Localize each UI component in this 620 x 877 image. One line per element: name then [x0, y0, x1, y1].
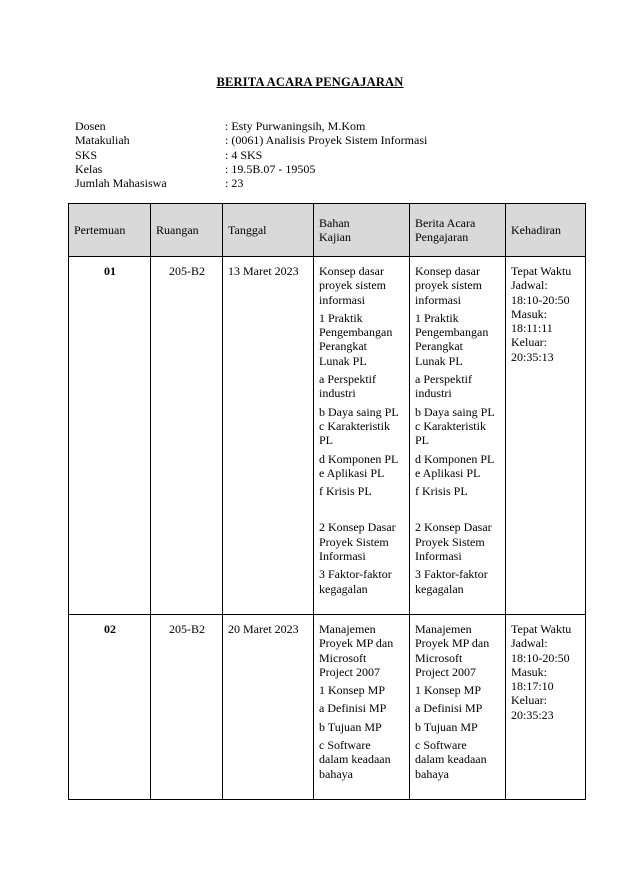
report-item: a Perspektif industri [415, 372, 472, 401]
info-label: Matakuliah [75, 133, 130, 148]
info-value: : Esty Purwaningsih, M.Kom [225, 119, 366, 133]
header-tanggal: Tanggal [223, 204, 314, 257]
info-row-kelas [75, 162, 427, 176]
cell-ruangan: 205-B2 [151, 614, 223, 799]
header-berita-acara [410, 204, 506, 257]
topic-item: Manajemen Proyek MP dan Microsoft Project 2007 [319, 621, 394, 679]
info-label: SKS [75, 147, 98, 162]
report-item: b Daya saing PL c Karakteristik PL [415, 404, 495, 448]
topic-item: b Daya saing PL c Karakteristik PL [319, 404, 399, 448]
topic-item: f Krisis PL [319, 484, 372, 499]
table-row [69, 257, 586, 615]
report-item: Konsep dasar proyek sistem informasi [415, 264, 482, 307]
page-title: BERITA ACARA PENGAJARAN [216, 75, 404, 89]
table-row [69, 614, 586, 799]
cell-pertemuan: 01 [69, 257, 151, 615]
info-label: Jumlah Mahasiswa [75, 176, 167, 191]
report-item: d Komponen PL e Aplikasi PL [415, 451, 495, 480]
header-bahan-line1: Bahan [319, 215, 350, 230]
topic-item: a Perspektif industri [319, 372, 376, 401]
info-label: Dosen [75, 119, 106, 133]
cell-ruangan: 205-B2 [151, 257, 223, 615]
cell-bahan-kajian [314, 614, 410, 799]
info-row-dosen [75, 119, 427, 133]
report-item: 1 Konsep MP [415, 683, 482, 698]
topic-item: c Software dalam keadaan bahaya [319, 738, 391, 781]
course-info [75, 119, 427, 190]
header-bahan-kajian [314, 204, 410, 257]
report-item: 1 Praktik Pengembangan Perangkat Lunak PL [415, 310, 489, 368]
topic-item: 3 Faktor-faktor kegagalan [319, 567, 392, 596]
info-row-jumlah-mahasiswa [75, 176, 427, 190]
topic-item: 1 Praktik Pengembangan Perangkat Lunak PL [319, 310, 393, 368]
cell-bahan-kajian [314, 257, 410, 615]
report-item: a Definisi MP [415, 701, 483, 716]
topic-item: b Tujuan MP [319, 719, 382, 734]
report-item: b Tujuan MP [415, 719, 478, 734]
cell-berita-acara [410, 614, 506, 799]
header-berita-line1: Berita Acara [415, 215, 476, 230]
info-row-matakuliah [75, 133, 427, 147]
header-ruangan: Ruangan [151, 204, 223, 257]
cell-tanggal: 20 Maret 2023 [223, 614, 314, 799]
header-berita-line2: Pengajaran [415, 230, 469, 244]
topic-item: Konsep dasar proyek sistem informasi [319, 264, 386, 307]
topic-item: a Definisi MP [319, 701, 387, 716]
header-bahan-line2: Kajian [319, 230, 351, 244]
info-value: : 19.5B.07 - 19505 [225, 161, 316, 176]
header-kehadiran: Kehadiran [506, 204, 586, 257]
info-value: : (0061) Analisis Proyek Sistem Informasi [225, 133, 428, 148]
report-item: Manajemen Proyek MP dan Microsoft Project 2007 [415, 621, 490, 679]
cell-berita-acara [410, 257, 506, 615]
report-item: f Krisis PL [415, 484, 468, 499]
info-label: Kelas [75, 161, 103, 176]
info-row-sks [75, 148, 427, 162]
info-value: : 4 SKS [225, 147, 263, 162]
report-item: 3 Faktor-faktor kegagalan [415, 567, 488, 596]
report-item: c Software dalam keadaan bahaya [415, 738, 487, 781]
report-item: 2 Konsep Dasar Proyek Sistem Informasi [415, 520, 492, 564]
topic-item: 2 Konsep Dasar Proyek Sistem Informasi [319, 520, 396, 564]
cell-tanggal: 13 Maret 2023 [223, 257, 314, 615]
table-header-row [69, 204, 586, 257]
cell-pertemuan: 02 [69, 614, 151, 799]
cell-kehadiran: Tepat Waktu Jadwal: 18:10-20:50 Masuk: 18:17:10 Keluar: 20:35:23 [506, 614, 586, 799]
cell-kehadiran: Tepat Waktu Jadwal: 18:10-20:50 Masuk: 18:11:11 Keluar: 20:35:13 [506, 257, 586, 615]
attendance-table [68, 203, 586, 800]
topic-item: 1 Konsep MP [319, 683, 386, 698]
header-pertemuan: Pertemuan [69, 204, 151, 257]
topic-item: d Komponen PL e Aplikasi PL [319, 451, 399, 480]
info-value: : 23 [225, 176, 244, 191]
